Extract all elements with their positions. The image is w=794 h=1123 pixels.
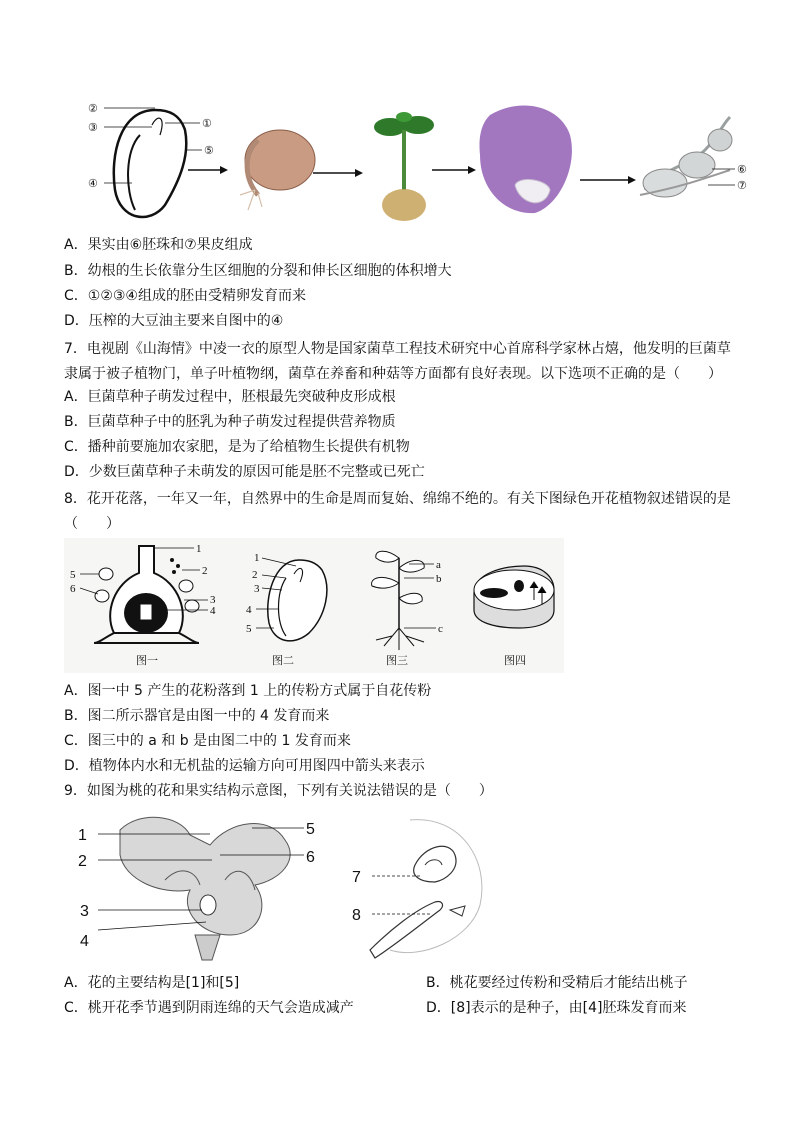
q9-label-4: 4 [80, 933, 89, 950]
q7-stem: 7．电视剧《山海情》中凌一衣的原型人物是国家菌草工程技术研究中心首席科学家林占熺，他发明的巨菌草隶属于被子植物门，单子叶植物纲，菌草在养畜和种菇等方面都有良好表现。以下选项不正确的是（ ） [64, 341, 731, 382]
q8-fig1-label-2: 2 [202, 565, 208, 577]
q8-fig2-label-1: 1 [254, 552, 260, 564]
q9-label-7: 7 [352, 869, 361, 886]
q6-label-6: ⑥ [737, 164, 747, 176]
q8-option-b: B．图二所示器官是由图一中的 4 发育而来 [64, 708, 330, 724]
q7-option-d: D．少数巨菌草种子未萌发的原因可能是胚不完整或已死亡 [64, 464, 425, 480]
seed-diagram [88, 103, 214, 217]
q8-fig3-label-b: b [436, 573, 442, 585]
q8-fig3-label-a: a [436, 559, 441, 571]
q8-fig2-label-5: 5 [246, 623, 252, 635]
q7-option-b: B．巨菌草种子中的胚乳为种子萌发过程提供营养物质 [64, 414, 396, 430]
q8-option-d: D．植物体内水和无机盐的运输方向可用图四中箭头来表示 [64, 758, 425, 774]
q6-option-b: B．幼根的生长依靠分生区细胞的分裂和伸长区细胞的体积增大 [64, 263, 452, 279]
q6-figure [80, 95, 760, 235]
q9-label-3: 3 [80, 903, 89, 920]
q6-label-5: ⑤ [204, 145, 214, 157]
q9-stem: 9．如图为桃的花和果实结构示意图，下列有关说法错误的是（ ） [64, 783, 493, 799]
q9-label-8: 8 [352, 907, 361, 924]
q8-caption-3: 图三 [386, 655, 408, 667]
flower-image [479, 105, 571, 213]
pod-image [640, 117, 747, 197]
q8-fig1-label-3: 3 [210, 594, 216, 606]
q7-option-c: C．播种前要施加农家肥，是为了给植物生长提供有机物 [64, 439, 410, 455]
q8-caption-2: 图二 [272, 655, 294, 667]
q6-label-3: ③ [88, 122, 98, 134]
q8-caption-4: 图四 [504, 655, 526, 667]
germinating-seed-image [240, 130, 315, 210]
q6-label-7: ⑦ [737, 180, 747, 192]
q9-peach-flower [78, 817, 315, 960]
q8-fig1-label-4: 4 [210, 605, 216, 617]
q9-option-c: C．桃开花季节遇到阴雨连绵的天气会造成减产 [64, 1000, 354, 1016]
q8-figure [64, 538, 564, 673]
q6-option-c: C．①②③④组成的胚由受精卵发育而来 [64, 288, 306, 304]
q8-fig2-label-3: 3 [254, 583, 260, 595]
q9-option-a: A．花的主要结构是[1]和[5] [64, 975, 240, 991]
q9-figure [70, 810, 510, 970]
seedling-image [374, 112, 434, 221]
q6-label-1: ① [202, 118, 212, 130]
q9-option-b: B．桃花要经过传粉和受精后才能结出桃子 [426, 975, 688, 991]
q8-option-c: C．图三中的 a 和 b 是由图二中的 1 发育而来 [64, 733, 351, 749]
q9-label-6: 6 [306, 849, 315, 866]
q8-stem: 8．花开花落，一年又一年，自然界中的生命是周而复始、绵绵不绝的。有关下图绿色开花植物叙述错误的是（ ） [64, 491, 731, 532]
q7-option-a: A．巨菌草种子萌发过程中，胚根最先突破种皮形成根 [64, 389, 396, 405]
q8-fig3-label-c: c [438, 623, 443, 635]
q8-fig1-label-6: 6 [70, 583, 76, 595]
q8-fig1-label-5: 5 [70, 569, 76, 581]
q8-option-a: A．图一中 5 产生的花粉落到 1 上的传粉方式属于自花传粉 [64, 683, 432, 699]
q9-peach-fruit [352, 820, 482, 958]
q6-label-2: ② [88, 103, 98, 115]
q6-option-d: D．压榨的大豆油主要来自图中的④ [64, 313, 284, 329]
q9-option-d: D．[8]表示的是种子，由[4]胚珠发育而来 [426, 1000, 687, 1016]
q8-fig2-label-2: 2 [252, 569, 258, 581]
q8-fig2-label-4: 4 [246, 604, 252, 616]
q6-label-4: ④ [88, 178, 98, 190]
q9-label-5: 5 [306, 821, 315, 838]
q8-fig1-label-1: 1 [196, 543, 202, 555]
q9-label-1: 1 [78, 827, 87, 844]
q6-option-a: A．果实由⑥胚珠和⑦果皮组成 [64, 237, 253, 253]
q9-label-2: 2 [78, 853, 87, 870]
q8-caption-1: 图一 [136, 655, 158, 667]
